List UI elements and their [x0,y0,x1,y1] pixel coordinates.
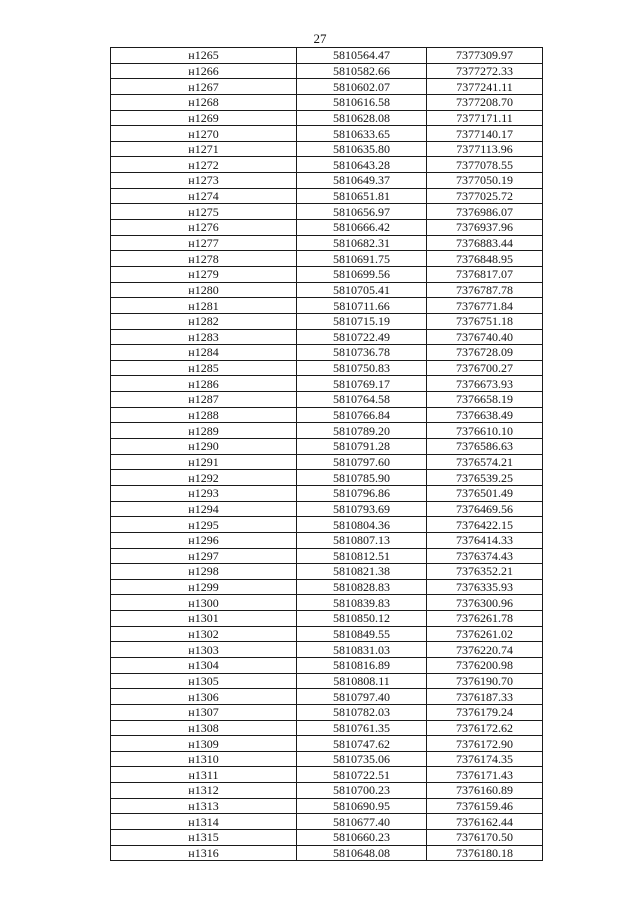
y-coordinate-cell: 7376170.50 [427,830,543,846]
point-id-cell: н1278 [111,251,297,267]
y-coordinate-cell: 7376159.46 [427,798,543,814]
table-row [111,110,543,126]
point-id-cell: н1273 [111,173,297,189]
point-id-cell: н1302 [111,626,297,642]
y-coordinate-cell: 7376300.96 [427,595,543,611]
point-id-cell: н1289 [111,423,297,439]
point-id-cell: н1274 [111,188,297,204]
coordinates-table [110,47,543,861]
table-row [111,141,543,157]
table-row [111,235,543,251]
x-coordinate-cell: 5810682.31 [297,235,427,251]
table-row [111,798,543,814]
x-coordinate-cell: 5810656.97 [297,204,427,220]
table-row [111,532,543,548]
point-id-cell: н1311 [111,767,297,783]
x-coordinate-cell: 5810812.51 [297,548,427,564]
table-row [111,173,543,189]
table-row [111,298,543,314]
x-coordinate-cell: 5810651.81 [297,188,427,204]
y-coordinate-cell: 7376174.35 [427,751,543,767]
x-coordinate-cell: 5810828.83 [297,579,427,595]
y-coordinate-cell: 7376883.44 [427,235,543,251]
point-id-cell: н1290 [111,439,297,455]
table-row [111,657,543,673]
point-id-cell: н1294 [111,501,297,517]
x-coordinate-cell: 5810635.80 [297,141,427,157]
point-id-cell: н1281 [111,298,297,314]
table-row [111,830,543,846]
x-coordinate-cell: 5810808.11 [297,673,427,689]
x-coordinate-cell: 5810666.42 [297,220,427,236]
table-row [111,564,543,580]
table-row [111,720,543,736]
x-coordinate-cell: 5810660.23 [297,830,427,846]
table-row [111,470,543,486]
table-row [111,736,543,752]
table-row [111,439,543,455]
x-coordinate-cell: 5810564.47 [297,48,427,64]
x-coordinate-cell: 5810699.56 [297,266,427,282]
x-coordinate-cell: 5810766.84 [297,407,427,423]
y-coordinate-cell: 7377078.55 [427,157,543,173]
y-coordinate-cell: 7376160.89 [427,783,543,799]
x-coordinate-cell: 5810785.90 [297,470,427,486]
x-coordinate-cell: 5810761.35 [297,720,427,736]
table-row [111,689,543,705]
x-coordinate-cell: 5810602.07 [297,79,427,95]
point-id-cell: н1306 [111,689,297,705]
y-coordinate-cell: 7376187.33 [427,689,543,705]
y-coordinate-cell: 7376261.02 [427,626,543,642]
table-row [111,329,543,345]
y-coordinate-cell: 7376220.74 [427,642,543,658]
point-id-cell: н1310 [111,751,297,767]
point-id-cell: н1298 [111,564,297,580]
y-coordinate-cell: 7376172.90 [427,736,543,752]
x-coordinate-cell: 5810797.60 [297,454,427,470]
x-coordinate-cell: 5810793.69 [297,501,427,517]
point-id-cell: н1270 [111,126,297,142]
point-id-cell: н1315 [111,830,297,846]
x-coordinate-cell: 5810677.40 [297,814,427,830]
point-id-cell: н1309 [111,736,297,752]
point-id-cell: н1316 [111,845,297,861]
x-coordinate-cell: 5810700.23 [297,783,427,799]
point-id-cell: н1268 [111,94,297,110]
table-row [111,517,543,533]
x-coordinate-cell: 5810735.06 [297,751,427,767]
y-coordinate-cell: 7376162.44 [427,814,543,830]
point-id-cell: н1267 [111,79,297,95]
table-row [111,220,543,236]
x-coordinate-cell: 5810691.75 [297,251,427,267]
y-coordinate-cell: 7376171.43 [427,767,543,783]
y-coordinate-cell: 7376673.93 [427,376,543,392]
table-row [111,407,543,423]
table-row [111,126,543,142]
x-coordinate-cell: 5810582.66 [297,63,427,79]
point-id-cell: н1304 [111,657,297,673]
point-id-cell: н1292 [111,470,297,486]
y-coordinate-cell: 7376751.18 [427,313,543,329]
point-id-cell: н1269 [111,110,297,126]
y-coordinate-cell: 7376658.19 [427,392,543,408]
y-coordinate-cell: 7376740.40 [427,329,543,345]
x-coordinate-cell: 5810633.65 [297,126,427,142]
y-coordinate-cell: 7376586.63 [427,439,543,455]
page-number: 27 [313,31,327,46]
point-id-cell: н1283 [111,329,297,345]
table-row [111,251,543,267]
x-coordinate-cell: 5810821.38 [297,564,427,580]
x-coordinate-cell: 5810648.08 [297,845,427,861]
y-coordinate-cell: 7376539.25 [427,470,543,486]
y-coordinate-cell: 7376200.98 [427,657,543,673]
y-coordinate-cell: 7376771.84 [427,298,543,314]
x-coordinate-cell: 5810831.03 [297,642,427,658]
table-row [111,48,543,64]
y-coordinate-cell: 7377050.19 [427,173,543,189]
y-coordinate-cell: 7377171.11 [427,110,543,126]
table-row [111,63,543,79]
x-coordinate-cell: 5810849.55 [297,626,427,642]
y-coordinate-cell: 7376469.56 [427,501,543,517]
x-coordinate-cell: 5810649.37 [297,173,427,189]
y-coordinate-cell: 7376848.95 [427,251,543,267]
x-coordinate-cell: 5810628.08 [297,110,427,126]
point-id-cell: н1312 [111,783,297,799]
y-coordinate-cell: 7376937.96 [427,220,543,236]
table-row [111,423,543,439]
x-coordinate-cell: 5810705.41 [297,282,427,298]
y-coordinate-cell: 7376261.78 [427,611,543,627]
point-id-cell: н1299 [111,579,297,595]
x-coordinate-cell: 5810791.28 [297,439,427,455]
point-id-cell: н1265 [111,48,297,64]
y-coordinate-cell: 7376414.33 [427,532,543,548]
x-coordinate-cell: 5810807.13 [297,532,427,548]
y-coordinate-cell: 7376335.93 [427,579,543,595]
y-coordinate-cell: 7377208.70 [427,94,543,110]
point-id-cell: н1279 [111,266,297,282]
point-id-cell: н1291 [111,454,297,470]
y-coordinate-cell: 7376190.70 [427,673,543,689]
table-row [111,595,543,611]
y-coordinate-cell: 7377309.97 [427,48,543,64]
y-coordinate-cell: 7376610.10 [427,423,543,439]
table-row [111,611,543,627]
table-row [111,94,543,110]
table-row [111,79,543,95]
table-row [111,548,543,564]
table-row [111,204,543,220]
table-row [111,454,543,470]
y-coordinate-cell: 7376422.15 [427,517,543,533]
x-coordinate-cell: 5810690.95 [297,798,427,814]
point-id-cell: н1284 [111,345,297,361]
x-coordinate-cell: 5810750.83 [297,360,427,376]
point-id-cell: н1305 [111,673,297,689]
table-row [111,313,543,329]
y-coordinate-cell: 7376501.49 [427,485,543,501]
table-row [111,360,543,376]
y-coordinate-cell: 7377113.96 [427,141,543,157]
y-coordinate-cell: 7376574.21 [427,454,543,470]
x-coordinate-cell: 5810839.83 [297,595,427,611]
table-row [111,345,543,361]
table-row [111,157,543,173]
point-id-cell: н1307 [111,704,297,720]
point-id-cell: н1295 [111,517,297,533]
table-row [111,751,543,767]
table-row [111,845,543,861]
point-id-cell: н1296 [111,532,297,548]
y-coordinate-cell: 7376728.09 [427,345,543,361]
x-coordinate-cell: 5810850.12 [297,611,427,627]
point-id-cell: н1282 [111,313,297,329]
x-coordinate-cell: 5810796.86 [297,485,427,501]
table-row [111,501,543,517]
x-coordinate-cell: 5810747.62 [297,736,427,752]
coordinates-table-body [111,48,543,861]
point-id-cell: н1271 [111,141,297,157]
table-row [111,376,543,392]
table-row [111,266,543,282]
x-coordinate-cell: 5810616.58 [297,94,427,110]
y-coordinate-cell: 7376787.78 [427,282,543,298]
x-coordinate-cell: 5810643.28 [297,157,427,173]
x-coordinate-cell: 5810722.51 [297,767,427,783]
y-coordinate-cell: 7376817.07 [427,266,543,282]
table-row [111,188,543,204]
y-coordinate-cell: 7376986.07 [427,204,543,220]
y-coordinate-cell: 7376352.21 [427,564,543,580]
point-id-cell: н1303 [111,642,297,658]
point-id-cell: н1300 [111,595,297,611]
point-id-cell: н1297 [111,548,297,564]
x-coordinate-cell: 5810722.49 [297,329,427,345]
table-row [111,485,543,501]
point-id-cell: н1276 [111,220,297,236]
point-id-cell: н1308 [111,720,297,736]
table-row [111,392,543,408]
point-id-cell: н1272 [111,157,297,173]
table-row [111,642,543,658]
table-row [111,783,543,799]
x-coordinate-cell: 5810736.78 [297,345,427,361]
table-row [111,704,543,720]
y-coordinate-cell: 7376700.27 [427,360,543,376]
point-id-cell: н1314 [111,814,297,830]
point-id-cell: н1266 [111,63,297,79]
y-coordinate-cell: 7376180.18 [427,845,543,861]
point-id-cell: н1313 [111,798,297,814]
x-coordinate-cell: 5810804.36 [297,517,427,533]
table-row [111,626,543,642]
y-coordinate-cell: 7377025.72 [427,188,543,204]
y-coordinate-cell: 7376172.62 [427,720,543,736]
y-coordinate-cell: 7376638.49 [427,407,543,423]
point-id-cell: н1275 [111,204,297,220]
point-id-cell: н1293 [111,485,297,501]
point-id-cell: н1280 [111,282,297,298]
table-row [111,579,543,595]
point-id-cell: н1288 [111,407,297,423]
point-id-cell: н1285 [111,360,297,376]
x-coordinate-cell: 5810711.66 [297,298,427,314]
y-coordinate-cell: 7377272.33 [427,63,543,79]
x-coordinate-cell: 5810769.17 [297,376,427,392]
point-id-cell: н1277 [111,235,297,251]
x-coordinate-cell: 5810816.89 [297,657,427,673]
point-id-cell: н1301 [111,611,297,627]
y-coordinate-cell: 7377241.11 [427,79,543,95]
x-coordinate-cell: 5810715.19 [297,313,427,329]
x-coordinate-cell: 5810782.03 [297,704,427,720]
table-row [111,282,543,298]
y-coordinate-cell: 7377140.17 [427,126,543,142]
y-coordinate-cell: 7376179.24 [427,704,543,720]
x-coordinate-cell: 5810764.58 [297,392,427,408]
table-row [111,673,543,689]
point-id-cell: н1287 [111,392,297,408]
point-id-cell: н1286 [111,376,297,392]
x-coordinate-cell: 5810789.20 [297,423,427,439]
x-coordinate-cell: 5810797.40 [297,689,427,705]
y-coordinate-cell: 7376374.43 [427,548,543,564]
table-row [111,767,543,783]
table-row [111,814,543,830]
